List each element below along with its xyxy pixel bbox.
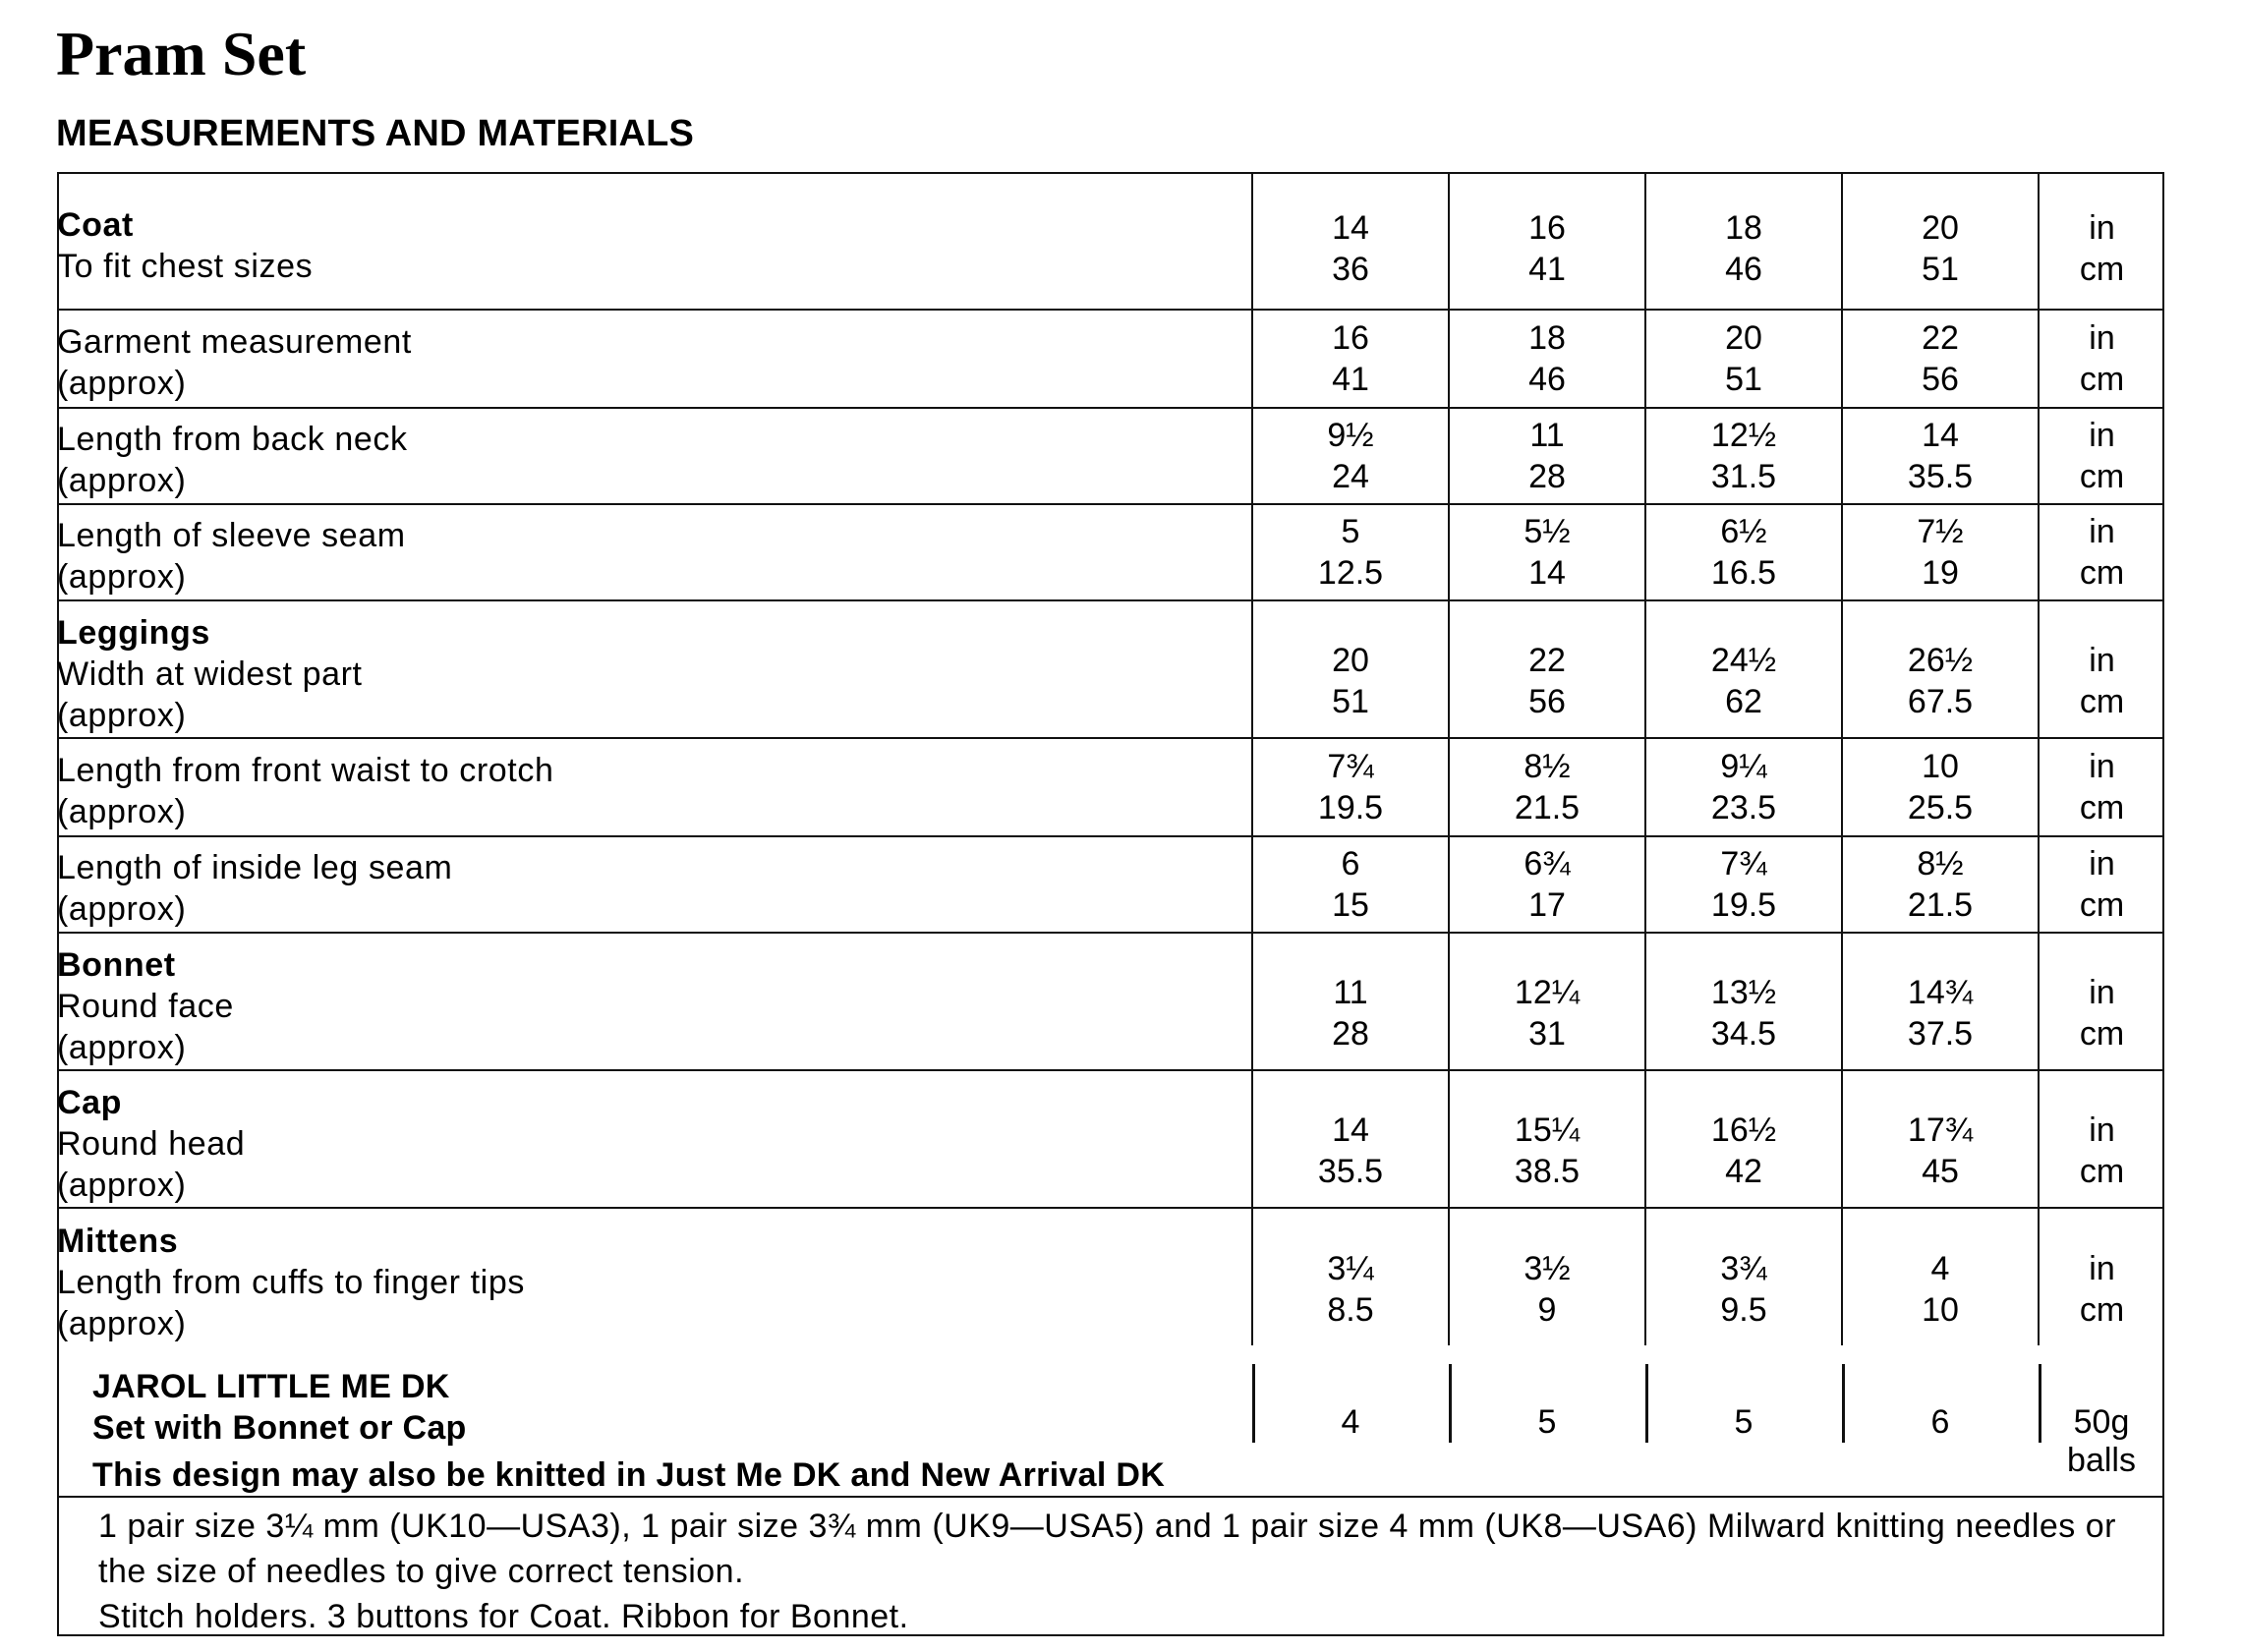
value-cm: 46 xyxy=(1528,361,1566,398)
size-value-cell xyxy=(1449,408,1645,504)
unit-in: in xyxy=(2089,642,2115,679)
value-in: 16½ xyxy=(1710,1111,1777,1149)
value-cm: 19.5 xyxy=(1710,886,1777,924)
unit-cell xyxy=(2039,172,2164,310)
value-cm: 9 xyxy=(1537,1290,1557,1329)
unit-cm: cm xyxy=(2079,1290,2125,1329)
size-value-cell xyxy=(1252,504,1449,600)
value-in: 12½ xyxy=(1710,417,1777,454)
size-value-cell xyxy=(1449,600,1645,738)
unit-cm: cm xyxy=(2079,886,2125,924)
unit-in: in xyxy=(2089,974,2115,1011)
value-cm: 45 xyxy=(1922,1153,1959,1190)
row-label-line: (approx) xyxy=(57,1304,187,1342)
measurement-row xyxy=(57,600,2164,738)
value-cm: 25.5 xyxy=(1907,789,1974,826)
value-cm: 51 xyxy=(1922,250,1959,288)
measurement-row xyxy=(57,310,2164,408)
row-label-line: Round face xyxy=(57,988,234,1025)
value-in: 22 xyxy=(1528,642,1566,679)
unit-in: in xyxy=(2089,1249,2115,1287)
value-in: 26½ xyxy=(1907,642,1974,679)
value-in: 8½ xyxy=(1523,748,1571,785)
row-label-line: Length of inside leg seam xyxy=(57,848,453,886)
value-in: 8½ xyxy=(1917,845,1964,883)
value-in: 9¼ xyxy=(1720,748,1767,785)
value-in: 5 xyxy=(1341,513,1360,550)
value-cm: 37.5 xyxy=(1907,1015,1974,1053)
row-label-line: (approx) xyxy=(57,461,187,499)
row-label xyxy=(57,600,1252,738)
value-in: 6½ xyxy=(1720,513,1767,550)
row-label xyxy=(57,933,1252,1070)
measurements-table xyxy=(57,172,2164,1345)
value-cm: 23.5 xyxy=(1710,789,1777,826)
materials-extras: Stitch holders. 3 buttons for Coat. Ribbon for Bonnet. xyxy=(98,1598,909,1635)
value-cm: 34.5 xyxy=(1710,1015,1777,1053)
value-cm: 36 xyxy=(1332,250,1369,288)
unit-cm: cm xyxy=(2079,458,2125,495)
value-cm: 14 xyxy=(1528,554,1566,592)
size-value-cell xyxy=(1842,600,2039,738)
value-in: 16 xyxy=(1528,208,1566,247)
unit-in: in xyxy=(2089,845,2115,883)
unit-cm: cm xyxy=(2079,250,2125,288)
value-in: 5½ xyxy=(1523,513,1571,550)
value-cm: 35.5 xyxy=(1907,458,1974,495)
row-heading: Mittens xyxy=(57,1222,179,1260)
unit-cell xyxy=(2039,600,2164,738)
row-label xyxy=(57,1070,1252,1208)
measurement-row xyxy=(57,738,2164,836)
row-label xyxy=(57,836,1252,933)
value-cm: 41 xyxy=(1332,361,1369,398)
yarn-name: JAROL LITTLE ME DK xyxy=(92,1368,450,1405)
size-value-cell xyxy=(1252,933,1449,1070)
value-cm: 51 xyxy=(1725,361,1762,398)
measurement-row xyxy=(57,1208,2164,1345)
value-cm: 62 xyxy=(1725,683,1762,720)
value-cm: 28 xyxy=(1332,1015,1369,1053)
unit-cell xyxy=(2039,504,2164,600)
value-cm: 12.5 xyxy=(1317,554,1384,592)
size-value-cell xyxy=(1842,1208,2039,1345)
size-value-cell xyxy=(1252,738,1449,836)
materials-needles: 1 pair size 3¼ mm (UK10—USA3), 1 pair size 3¾ mm (UK9—USA5) and 1 pair size 4 mm (UK8—USA6) Milward knitting needles or the size of needles to give correct tension. xyxy=(98,1508,2116,1590)
unit-cell xyxy=(2039,310,2164,408)
yarn-balls-value: 4 xyxy=(1341,1403,1360,1441)
value-in: 4 xyxy=(1930,1249,1950,1287)
size-value-cell xyxy=(1842,172,2039,310)
value-in: 7½ xyxy=(1917,513,1964,550)
unit-cell xyxy=(2039,1070,2164,1208)
measurement-row xyxy=(57,836,2164,933)
size-value-cell xyxy=(1252,1070,1449,1208)
row-heading: Leggings xyxy=(57,614,210,652)
value-cm: 41 xyxy=(1528,250,1566,288)
value-in: 24½ xyxy=(1710,642,1777,679)
unit-in: in xyxy=(2089,748,2115,785)
row-label xyxy=(57,310,1252,408)
value-cm: 46 xyxy=(1725,250,1762,288)
value-in: 14¾ xyxy=(1907,974,1974,1011)
row-label-line: (approx) xyxy=(57,1167,187,1204)
row-label-line: (approx) xyxy=(57,557,187,596)
value-cm: 31 xyxy=(1528,1015,1566,1053)
value-cm: 56 xyxy=(1528,683,1566,720)
size-value-cell xyxy=(1645,738,1842,836)
unit-in: in xyxy=(2089,1111,2115,1149)
size-value-cell xyxy=(1252,600,1449,738)
value-cm: 51 xyxy=(1332,683,1369,720)
yarn-balls-value: 5 xyxy=(1734,1403,1753,1441)
row-label-line: (approx) xyxy=(57,793,187,830)
value-cm: 67.5 xyxy=(1907,683,1974,720)
unit-cm: cm xyxy=(2079,1153,2125,1190)
value-cm: 8.5 xyxy=(1327,1290,1374,1329)
value-in: 17¾ xyxy=(1907,1111,1974,1149)
row-label-line: Length from cuffs to finger tips xyxy=(57,1263,525,1301)
row-label xyxy=(57,408,1252,504)
row-label-line: To fit chest sizes xyxy=(57,247,314,285)
value-cm: 24 xyxy=(1332,458,1369,495)
value-cm: 31.5 xyxy=(1710,458,1777,495)
value-in: 9½ xyxy=(1327,417,1374,454)
value-cm: 19 xyxy=(1922,554,1959,592)
value-cm: 15 xyxy=(1332,886,1369,924)
size-value-cell xyxy=(1449,172,1645,310)
row-heading: Cap xyxy=(57,1084,123,1121)
size-value-cell xyxy=(1645,600,1842,738)
value-in: 6¾ xyxy=(1523,845,1571,883)
row-label-line: Garment measurement xyxy=(57,323,412,361)
row-heading: Coat xyxy=(57,205,134,244)
value-cm: 9.5 xyxy=(1720,1290,1767,1329)
value-in: 18 xyxy=(1528,319,1566,357)
value-in: 20 xyxy=(1725,319,1762,357)
value-cm: 10 xyxy=(1922,1290,1959,1329)
value-in: 7¾ xyxy=(1327,748,1374,785)
unit-cm: cm xyxy=(2079,683,2125,720)
row-label-line: Length from front waist to crotch xyxy=(57,752,554,789)
value-in: 14 xyxy=(1332,1111,1369,1149)
value-in: 3¾ xyxy=(1720,1249,1767,1287)
measurement-row xyxy=(57,172,2164,310)
value-cm: 21.5 xyxy=(1907,886,1974,924)
value-cm: 38.5 xyxy=(1514,1153,1581,1190)
size-value-cell xyxy=(1645,1070,1842,1208)
size-value-cell xyxy=(1842,310,2039,408)
size-value-cell xyxy=(1645,504,1842,600)
unit-cell xyxy=(2039,836,2164,933)
unit-cm: cm xyxy=(2079,789,2125,826)
value-in: 20 xyxy=(1332,642,1369,679)
value-cm: 19.5 xyxy=(1317,789,1384,826)
unit-cm: cm xyxy=(2079,554,2125,592)
size-value-cell xyxy=(1645,310,1842,408)
unit-cell xyxy=(2039,408,2164,504)
value-cm: 35.5 xyxy=(1317,1153,1384,1190)
unit-in: in xyxy=(2089,208,2115,247)
value-in: 14 xyxy=(1922,417,1959,454)
measurement-row xyxy=(57,408,2164,504)
size-value-cell xyxy=(1252,172,1449,310)
materials-list xyxy=(98,1504,2143,1639)
row-label-line: (approx) xyxy=(57,889,187,928)
row-label xyxy=(57,738,1252,836)
value-in: 3½ xyxy=(1523,1249,1571,1287)
value-cm: 28 xyxy=(1528,458,1566,495)
size-value-cell xyxy=(1842,1070,2039,1208)
yarn-set-label: Set with Bonnet or Cap xyxy=(92,1409,467,1447)
unit-cell xyxy=(2039,738,2164,836)
unit-cell xyxy=(2039,933,2164,1070)
size-value-cell xyxy=(1842,408,2039,504)
value-in: 14 xyxy=(1332,208,1369,247)
row-label xyxy=(57,1208,1252,1345)
value-in: 3¼ xyxy=(1327,1249,1374,1287)
size-value-cell xyxy=(1842,836,2039,933)
size-value-cell xyxy=(1449,504,1645,600)
value-in: 22 xyxy=(1922,319,1959,357)
unit-cell xyxy=(2039,1208,2164,1345)
value-cm: 56 xyxy=(1922,361,1959,398)
value-cm: 42 xyxy=(1725,1153,1762,1190)
row-label-line: Width at widest part xyxy=(57,655,363,693)
yarn-alt-note: This design may also be knitted in Just Me DK and New Arrival DK xyxy=(92,1456,1166,1494)
size-value-cell xyxy=(1252,408,1449,504)
value-cm: 16.5 xyxy=(1710,554,1777,592)
size-value-cell xyxy=(1645,933,1842,1070)
size-value-cell xyxy=(1449,738,1645,836)
unit-in: in xyxy=(2089,417,2115,454)
value-in: 11 xyxy=(1333,974,1368,1011)
measurement-row xyxy=(57,504,2164,600)
value-in: 7¾ xyxy=(1720,845,1767,883)
unit-in: in xyxy=(2089,513,2115,550)
value-in: 18 xyxy=(1725,208,1762,247)
value-in: 6 xyxy=(1341,845,1360,883)
yarn-balls-value: 5 xyxy=(1537,1403,1557,1441)
size-value-cell xyxy=(1842,738,2039,836)
unit-cm: cm xyxy=(2079,1015,2125,1053)
value-cm: 21.5 xyxy=(1514,789,1581,826)
unit-cm: cm xyxy=(2079,361,2125,398)
row-label-line: (approx) xyxy=(57,697,187,734)
size-value-cell xyxy=(1449,933,1645,1070)
measurement-row xyxy=(57,1070,2164,1208)
size-value-cell xyxy=(1252,836,1449,933)
size-value-cell xyxy=(1842,933,2039,1070)
row-label-line: Round head xyxy=(57,1125,246,1163)
size-value-cell xyxy=(1842,504,2039,600)
value-in: 13½ xyxy=(1710,974,1777,1011)
value-in: 20 xyxy=(1922,208,1959,247)
size-value-cell xyxy=(1645,172,1842,310)
size-value-cell xyxy=(1645,836,1842,933)
size-value-cell xyxy=(1449,310,1645,408)
value-cm: 17 xyxy=(1528,886,1566,924)
size-value-cell xyxy=(1449,836,1645,933)
size-value-cell xyxy=(1252,1208,1449,1345)
row-label xyxy=(57,172,1252,310)
row-label xyxy=(57,504,1252,600)
size-value-cell xyxy=(1645,408,1842,504)
size-value-cell xyxy=(1645,1208,1842,1345)
size-value-cell xyxy=(1252,310,1449,408)
size-value-cell xyxy=(1449,1208,1645,1345)
value-in: 11 xyxy=(1529,417,1565,454)
value-in: 10 xyxy=(1922,748,1959,785)
measurement-row xyxy=(57,933,2164,1070)
size-value-cell xyxy=(1449,1070,1645,1208)
row-heading: Bonnet xyxy=(57,946,176,984)
value-in: 15¼ xyxy=(1514,1111,1581,1149)
page-title: Pram Set xyxy=(56,19,307,88)
value-in: 12¼ xyxy=(1514,974,1581,1011)
row-label-line: Length of sleeve seam xyxy=(57,516,406,554)
unit-in: in xyxy=(2089,319,2115,357)
row-label-line: Length from back neck xyxy=(57,420,408,458)
yarn-balls-value: 6 xyxy=(1930,1403,1950,1441)
section-subtitle: MEASUREMENTS AND MATERIALS xyxy=(56,113,695,154)
row-label-line: (approx) xyxy=(57,1029,187,1066)
yarn-unit: 50g balls xyxy=(2067,1403,2136,1479)
value-in: 16 xyxy=(1332,319,1369,357)
row-label-line: (approx) xyxy=(57,365,187,402)
